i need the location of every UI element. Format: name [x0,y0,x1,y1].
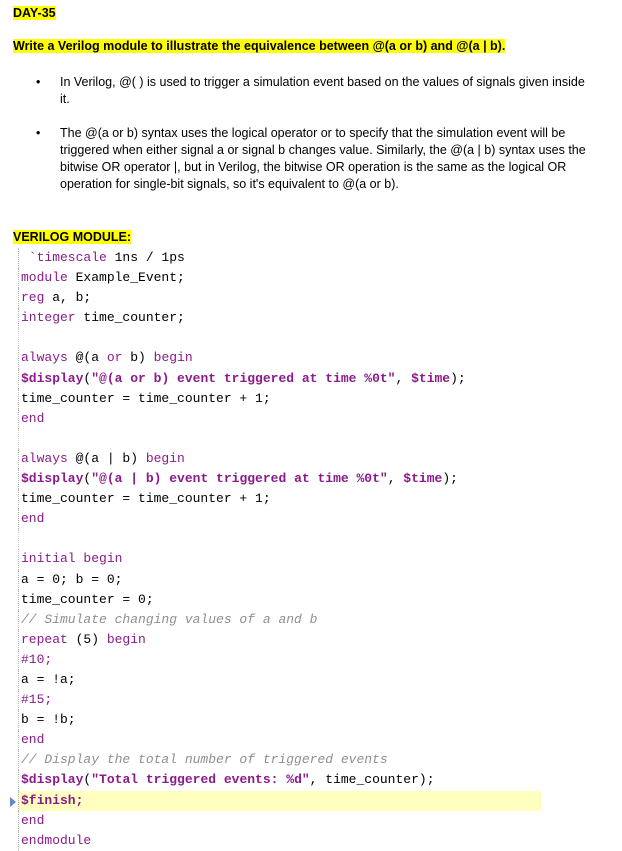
current-line-arrow-icon [10,797,16,807]
code-line [18,409,618,429]
code-token: repeat [21,631,68,647]
code-token: (5) [67,631,107,647]
code-token: a = 0; b = 0; [21,571,123,587]
bullet-text: In Verilog, @( ) is used to trigger a simulation event based on the values of signals given inside it. [60,75,585,106]
code-token: Example_Event; [67,270,185,286]
code-line [18,308,618,328]
code-token: `timescale [21,250,107,265]
code-line [18,630,618,650]
list-item [36,74,596,108]
code-line [18,590,618,610]
code-token: // Simulate changing values of a and b [21,611,318,627]
code-token: $time [411,370,451,386]
code-token: end [21,812,45,828]
code-token: initial [21,551,76,567]
bullet-list [36,74,596,210]
code-line [18,369,618,389]
code-line [18,288,618,308]
code-line [18,509,618,529]
code-line [18,268,618,288]
code-token: , [395,370,412,386]
code-line [18,348,618,368]
code-token: time_counter = 0; [21,591,154,607]
code-line [18,811,618,831]
code-token: @(a [67,350,107,366]
code-token: time_counter; [75,310,185,326]
code-token: "@(a or b) event triggered at time %0t" [91,370,396,386]
code-token: begin [145,450,185,466]
bullet-icon: • [36,75,41,89]
code-token: @(a | b) [67,450,146,466]
code-line [18,750,618,770]
code-line [18,449,618,469]
code-token: "Total triggered events: %d" [91,772,310,788]
code-token: , time_counter); [309,772,435,788]
code-token: always [21,450,68,466]
day-label: DAY-35 [13,6,56,20]
code-token: $time [403,471,443,487]
code-line [18,529,618,549]
code-line [18,469,618,489]
code-token: ( [83,772,92,788]
code-token: always [21,350,68,366]
code-token: module [21,270,68,286]
code-token: $display [21,370,84,386]
code-line-current [18,791,541,811]
code-token: time_counter = time_counter + 1; [21,491,271,507]
section-heading: VERILOG MODULE: [13,230,132,244]
code-token: // Display the total number of triggered events [21,752,388,768]
code-line [18,489,618,509]
code-token: a, b; [44,290,92,306]
code-line [18,690,618,710]
code-token: time_counter = time_counter + 1; [21,390,271,406]
code-token: integer [21,310,76,326]
task-title: Write a Verilog module to illustrate the equivalence between @(a or b) and @(a | b). [13,39,506,53]
code-line [18,570,618,590]
code-token: "@(a | b) event triggered at time %0t" [91,471,388,487]
code-line [18,710,618,730]
code-line [18,248,618,268]
code-line [18,328,618,348]
code-token: begin [153,350,193,366]
code-token: $finish; [21,792,84,808]
code-line [18,770,618,790]
bullet-icon: • [36,126,41,140]
code-editor[interactable] [18,248,618,851]
code-token: end [21,732,45,748]
code-token: begin [106,631,146,647]
code-line [18,429,618,449]
code-token: , [387,471,404,487]
code-line [18,670,618,690]
code-token: 1ns / 1ps [106,250,185,265]
code-line [18,610,618,630]
list-item [36,125,596,193]
code-line [18,650,618,670]
code-token: b) [122,350,154,366]
bullet-text: The @(a or b) syntax uses the logical operator or to specify that the simulation event will be triggered when either signal a or signal b changes value. Similarly, the @(a | b) syntax uses the bitwise OR operator |, but in Verilog, the bitwise OR operation is the same as the logical OR operation for single-bit signals, so it's equivalent to @(a or b). [60,126,586,191]
code-token: #15; [21,692,53,708]
code-token: $display [21,471,84,487]
code-line [18,549,618,569]
code-token: $display [21,772,84,788]
code-token: reg [21,290,45,306]
code-token: a = !a; [21,671,76,687]
code-token: or [106,350,123,366]
code-token: b = !b; [21,712,76,728]
code-token: ); [442,471,458,487]
code-token: endmodule [21,832,92,848]
code-token: ( [83,370,92,386]
code-token: #10; [21,651,53,667]
code-token: end [21,410,45,426]
code-token: end [21,511,45,527]
code-token: begin [83,551,123,567]
code-line [18,389,618,409]
code-token: ); [450,370,466,386]
code-line [18,730,618,750]
code-token: ( [83,471,92,487]
